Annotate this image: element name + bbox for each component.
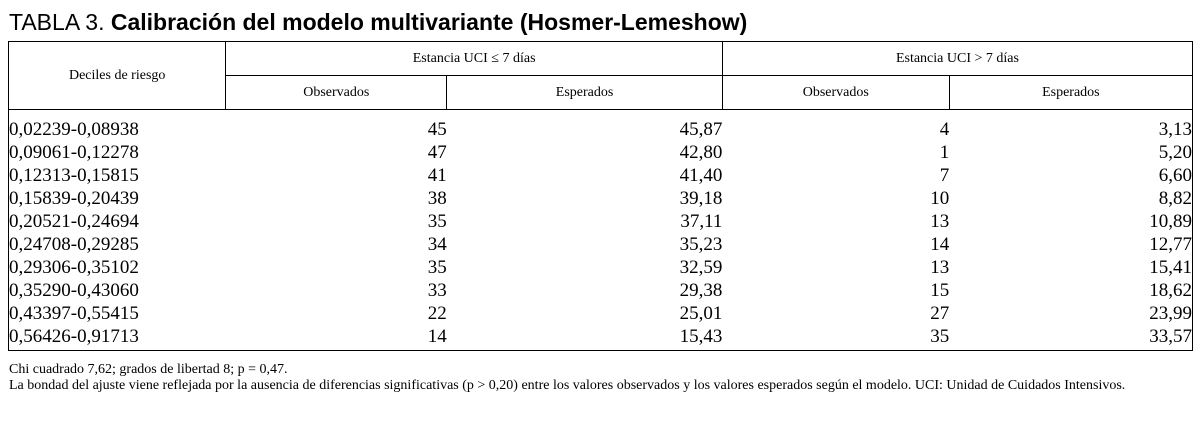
subheader-esperados-gt7: Esperados xyxy=(949,76,1192,110)
value-cell: 15,43 xyxy=(679,326,723,347)
value-cell: 12,77 xyxy=(1149,234,1192,255)
table-footnotes xyxy=(9,362,1195,394)
value-cell: 13 xyxy=(930,257,950,278)
value-cell: 14 xyxy=(427,326,447,347)
header-divider xyxy=(9,110,1192,119)
value-cell: 35 xyxy=(930,326,950,347)
decile-range-cell: 0,02239-0,08938 xyxy=(9,119,139,140)
value-cell: 15,41 xyxy=(1149,257,1192,278)
subheader-observados-gt7: Observados xyxy=(722,76,949,110)
value-cell: 45,87 xyxy=(679,119,723,140)
decile-range-cell: 0,29306-0,35102 xyxy=(9,257,139,278)
table-row xyxy=(9,233,1192,256)
value-cell: 47 xyxy=(427,142,447,163)
decile-range-cell: 0,24708-0,29285 xyxy=(9,234,139,255)
table-row xyxy=(9,279,1192,302)
value-cell: 41,40 xyxy=(679,165,723,186)
value-cell: 32,59 xyxy=(679,257,723,278)
table-row xyxy=(9,325,1192,348)
decile-range-cell: 0,20521-0,24694 xyxy=(9,211,139,232)
decile-range-cell: 0,15839-0,20439 xyxy=(9,188,139,209)
table-row xyxy=(9,302,1192,325)
value-cell: 35,23 xyxy=(679,234,723,255)
value-cell: 23,99 xyxy=(1149,303,1192,324)
value-cell: 39,18 xyxy=(679,188,723,209)
value-cell: 15 xyxy=(930,280,950,301)
decile-range-cell: 0,35290-0,43060 xyxy=(9,280,139,301)
value-cell: 10,89 xyxy=(1149,211,1192,232)
value-cell: 13 xyxy=(930,211,950,232)
value-cell: 14 xyxy=(930,234,950,255)
table-frame xyxy=(8,41,1193,351)
value-cell: 41 xyxy=(427,165,447,186)
value-cell: 35 xyxy=(427,211,447,232)
value-cell: 7 xyxy=(939,165,950,186)
table-row xyxy=(9,256,1192,279)
decile-range-cell: 0,12313-0,15815 xyxy=(9,165,139,186)
table-caption: Calibración del modelo multivariante (Hosmer-Lemeshow) xyxy=(110,9,748,35)
header-deciles: Deciles de riesgo xyxy=(9,42,226,110)
table-body xyxy=(9,118,1192,348)
value-cell: 18,62 xyxy=(1149,280,1192,301)
table-row xyxy=(9,187,1192,210)
footnote-statistics: Chi cuadrado 7,62; grados de libertad 8; p = 0,47. xyxy=(9,362,288,377)
table-title xyxy=(9,5,747,39)
value-cell: 27 xyxy=(930,303,950,324)
subheader-esperados-le7: Esperados xyxy=(447,76,723,110)
value-cell: 29,38 xyxy=(679,280,723,301)
value-cell: 10 xyxy=(930,188,950,209)
value-cell: 45 xyxy=(427,119,447,140)
table-row xyxy=(9,164,1192,187)
table-row xyxy=(9,210,1192,233)
decile-range-cell: 0,56426-0,91713 xyxy=(9,326,139,347)
value-cell: 35 xyxy=(427,257,447,278)
value-cell: 38 xyxy=(427,188,447,209)
value-cell: 33,57 xyxy=(1149,326,1192,347)
subheader-observados-le7: Observados xyxy=(226,76,447,110)
table-row xyxy=(9,118,1192,141)
decile-range-cell: 0,43397-0,55415 xyxy=(9,303,139,324)
value-cell: 34 xyxy=(427,234,447,255)
value-cell: 4 xyxy=(939,119,950,140)
value-cell: 8,82 xyxy=(1158,188,1192,209)
value-cell: 37,11 xyxy=(680,211,723,232)
value-cell: 22 xyxy=(427,303,447,324)
value-cell: 33 xyxy=(427,280,447,301)
footnote-explanation: La bondad del ajuste viene reflejada por la ausencia de diferencias significativas (p > 0,20) entre los valores observados y los valores esperados según el modelo. UCI: Unidad de Cuidados Intensivos. xyxy=(9,378,1126,393)
value-cell: 42,80 xyxy=(679,142,723,163)
value-cell: 6,60 xyxy=(1158,165,1192,186)
value-cell: 3,13 xyxy=(1158,119,1192,140)
table-row xyxy=(9,141,1192,164)
calibration-table xyxy=(9,42,1192,348)
decile-range-cell: 0,09061-0,12278 xyxy=(9,142,139,163)
value-cell: 5,20 xyxy=(1158,142,1192,163)
value-cell: 1 xyxy=(939,142,950,163)
table-number: TABLA 3. xyxy=(9,9,105,35)
header-group-gt7: Estancia UCI > 7 días xyxy=(722,42,1192,76)
header-group-le7: Estancia UCI ≤ 7 días xyxy=(226,42,723,76)
value-cell: 25,01 xyxy=(679,303,723,324)
